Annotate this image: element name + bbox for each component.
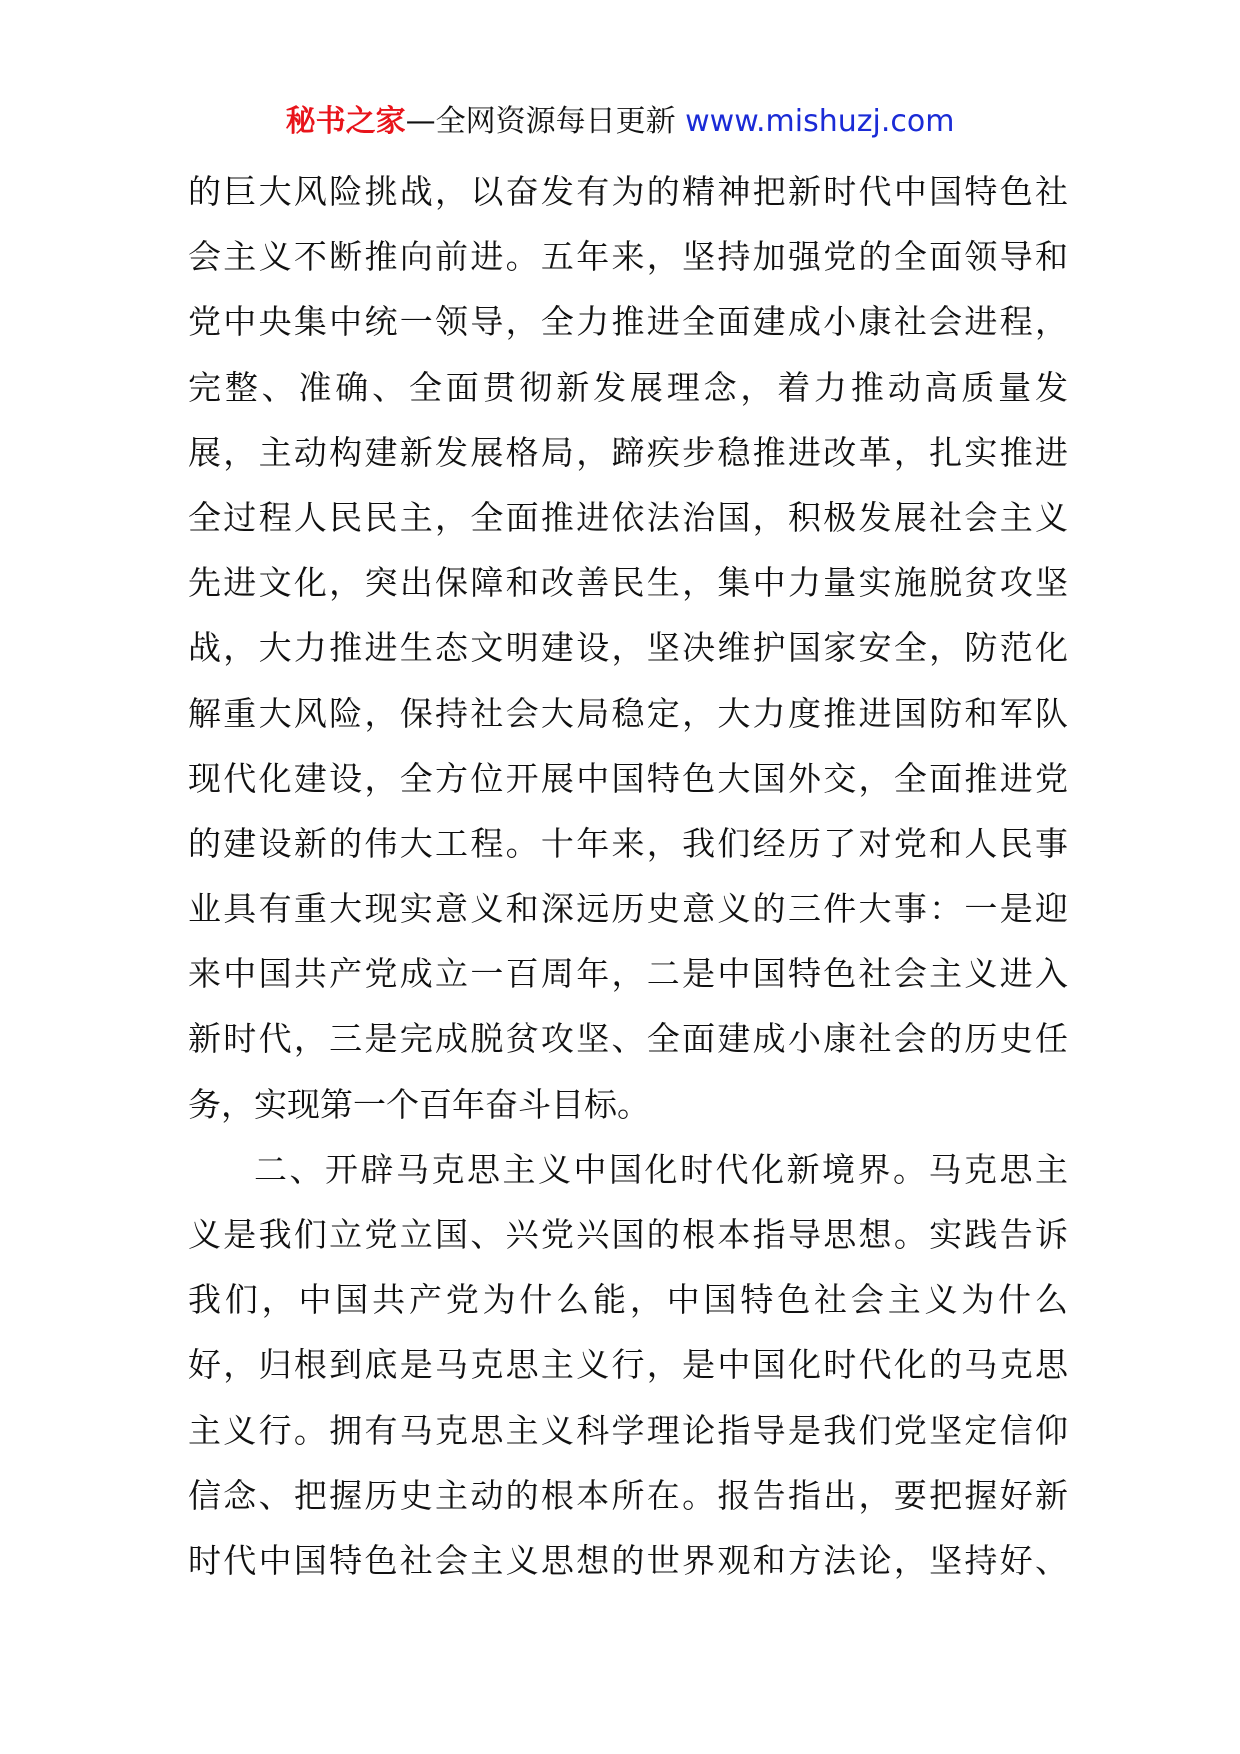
text-line: 新时代，三是完成脱贫攻坚、全面建成小康社会的历史任	[188, 1019, 1068, 1059]
text-line: 完整、准确、全面贯彻新发展理念，着力推动高质量发	[188, 367, 1068, 407]
page-header	[0, 100, 1240, 144]
text-line: 好，归根到底是马克思主义行，是中国化时代化的马克思	[188, 1345, 1068, 1385]
text-line: 先进文化，突出保障和改善民生，集中力量实施脱贫攻坚	[188, 563, 1068, 603]
text-line: 现代化建设，全方位开展中国特色大国外交，全面推进党	[188, 758, 1068, 798]
text-line: 会主义不断推向前进。五年来，坚持加强党的全面领导和	[188, 237, 1068, 277]
text-line: 全过程人民民主，全面推进依法治国，积极发展社会主义	[188, 497, 1068, 537]
body-text	[188, 159, 1068, 1593]
text-line: 我们，中国共产党为什么能，中国特色社会主义为什么	[188, 1280, 1068, 1320]
text-line: 主义行。拥有马克思主义科学理论指导是我们党坚定信仰	[188, 1410, 1068, 1450]
header-tagline: —全网资源每日更新	[405, 104, 676, 139]
paragraph-1	[188, 159, 1068, 1137]
text-line: 战，大力推进生态文明建设，坚决维护国家安全，防范化	[188, 628, 1068, 668]
paragraph-2	[188, 1137, 1068, 1593]
text-line: 义是我们立党立国、兴党兴国的根本指导思想。实践告诉	[188, 1215, 1068, 1254]
header-site-link[interactable]: www.mishuzj.com	[685, 104, 955, 139]
text-line: 展，主动构建新发展格局，蹄疾步稳推进改革，扎实推进	[188, 432, 1068, 472]
text-line: 信念、把握历史主动的根本所在。报告指出，要把握好新	[188, 1475, 1068, 1515]
text-line: 的巨大风险挑战，以奋发有为的精神把新时代中国特色社	[188, 172, 1068, 211]
text-line: 业具有重大现实意义和深远历史意义的三件大事：一是迎	[188, 889, 1068, 929]
text-line: 来中国共产党成立一百周年，二是中国特色社会主义进入	[188, 954, 1068, 994]
text-line: 解重大风险，保持社会大局稳定，大力度推进国防和军队	[188, 693, 1068, 733]
text-line: 党中央集中统一领导，全力推进全面建成小康社会进程，	[188, 302, 1068, 342]
text-line: 二、开辟马克思主义中国化时代化新境界。马克思主	[254, 1149, 1068, 1189]
header-brand: 秘书之家	[285, 104, 406, 139]
text-line: 的建设新的伟大工程。十年来，我们经历了对党和人民事	[188, 823, 1068, 863]
text-line: 时代中国特色社会主义思想的世界观和方法论，坚持好、	[188, 1540, 1068, 1580]
text-line: 务，实现第一个百年奋斗目标。	[188, 1084, 650, 1124]
